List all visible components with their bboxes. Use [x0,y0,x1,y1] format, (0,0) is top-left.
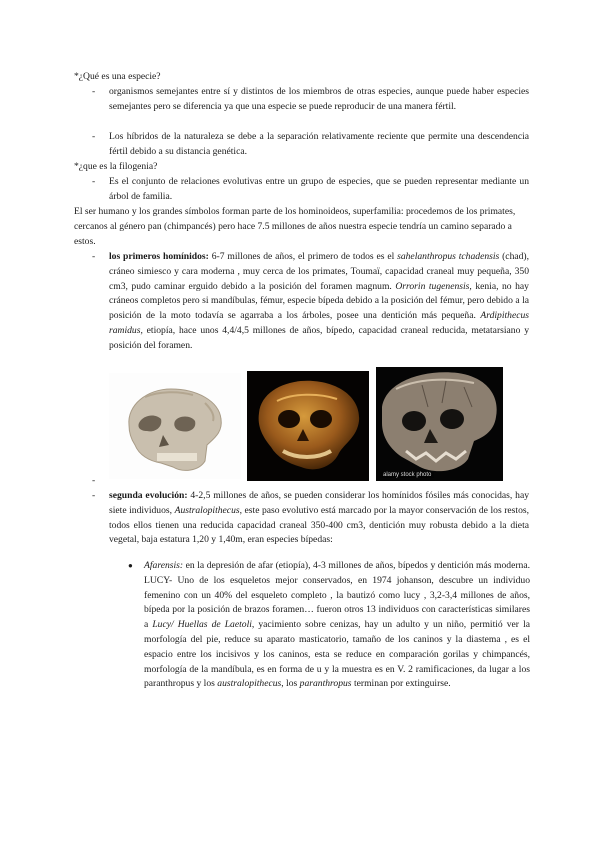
hominoid-paragraph: El ser humano y los grandes símbolos forman parte de los hominoideos, superfamilia: procedemos de los primates, cercanos al género pan (chimpancés) pero hace 7.5 millones de años nuestra especie tendría un camino separado a estos. [74,206,516,247]
skull-drawing [376,367,503,481]
text-run: terminan por extinguirse. [351,678,451,690]
text-run: en la depresión de afar (etiopía), 4-3 millones de años, bípedos y dentición más moderna. LUCY- Uno de los esqueletos mejor conservados, en 1974 johanson, descubre un individuo femenino con un 40% del esqueleto completo , la bautizó como lucy , 3,2-3,4 millones de años, bípeda por la posición de brazos foramen… fueron otros 13 individuos con características similares a [144,560,530,631]
text-run: etiopía, hace unos 4,4/4,5 millones de años, bípedo, capacidad craneal reducida, metatarsiano y posición del foramen. [109,324,529,351]
dash-marker: - [92,251,96,262]
bullet-icon: ● [128,561,133,570]
text-run: 6-7 millones de años, el primero de todos es el [208,251,398,262]
dash-marker: - [92,176,96,187]
first-hominids-paragraph [109,250,529,354]
skull-image-1 [109,373,241,479]
hybrids-text: Los híbridos de la naturaleza se debe a la separación relativamente reciente que permite una descendencia fértil debido a su distancia genética. [109,131,529,157]
text-run: , yacimiento sobre cenizas, hay un adulto y un niño, permitió ver la morfología del pie, reduce su aparato masticatorio, tamaño de los caninos y la diastema , es el espacio entre los incisivos y los caninos, esta se reduce en comparación gorilas y chimpancés, morfología de la mandíbula, es en forma de u y la muestra es en V. 2 ramificaciones, da lugar a los paranthropus y los [144,619,530,690]
species-name: paranthropus [299,678,352,690]
text-run: , este paso evolutivo está marcado por la mayor conservación de los restos, todos ellos tienen una reducida capacidad craneal 350-400 cm3, dentición muy robusta debido a la dieta vegetal, baja estatura 1,20 y 1,40m, eran especies bípedas: [109,504,529,546]
afarensis-paragraph [144,559,530,692]
watermark: alamy stock photo [380,472,434,478]
dash-marker: - [92,86,96,97]
phylogeny-definition: Es el conjunto de relaciones evolutivas entre un grupo de especies, que se pueden representar mediante un árbol de familia. [109,176,529,202]
dash-marker: - [92,475,96,486]
text-run: kenia, no hay cráneos completos pero si mandíbulas, fémur, especie bípeda debido a la posición del fémur, pero debido a la posición de la moto todavía se agarraba a los árboles, posee una dentición más pequeña. [109,280,529,322]
text-run: (chad), cráneo simiesco y cara moderna , muy cerca de los primates, Toumaï, capacidad craneal muy pequeña, 350 cm3, pudo caminar erguido debido a la posición del foramen magnum. [109,251,530,292]
species-name: Lucy/ Huellas de Laetoli [152,619,252,631]
skull-drawing [247,371,369,481]
text-run: 4-2,5 millones de años, se pueden considerar los homínidos fósiles más conocidas, hay siete individuos, [109,490,529,516]
second-evolution-paragraph [109,489,529,548]
species-name: Australopithecus [174,504,240,516]
species-name: australopithecus [217,678,282,690]
skull-image-2 [247,371,369,481]
skull-drawing [109,373,241,479]
text-run: , los [281,678,300,690]
question-phylogeny: *¿que es la filogenia? [74,161,158,172]
second-evolution-title: segunda evolución: [109,490,188,501]
species-name: Afarensis: [144,560,184,571]
species-name: Orrorin tugenensis, [395,280,472,292]
dash-marker: - [92,490,96,501]
first-hominids-title: los primeros homínidos: [109,251,209,262]
species-name: Ardipithecus ramidus, [109,310,529,336]
species-definition: organismos semejantes entre sí y distintos de los miembros de otras especies, aunque puede haber especies semejantes pero se diferencia ya que una especie se puede reproducir de una manera fértil. [109,86,529,112]
skull-image-3 [376,367,503,481]
dash-marker: - [92,131,96,142]
species-name: sahelanthropus tchadensis [397,251,500,262]
question-species: *¿Qué es una especie? [74,71,161,82]
